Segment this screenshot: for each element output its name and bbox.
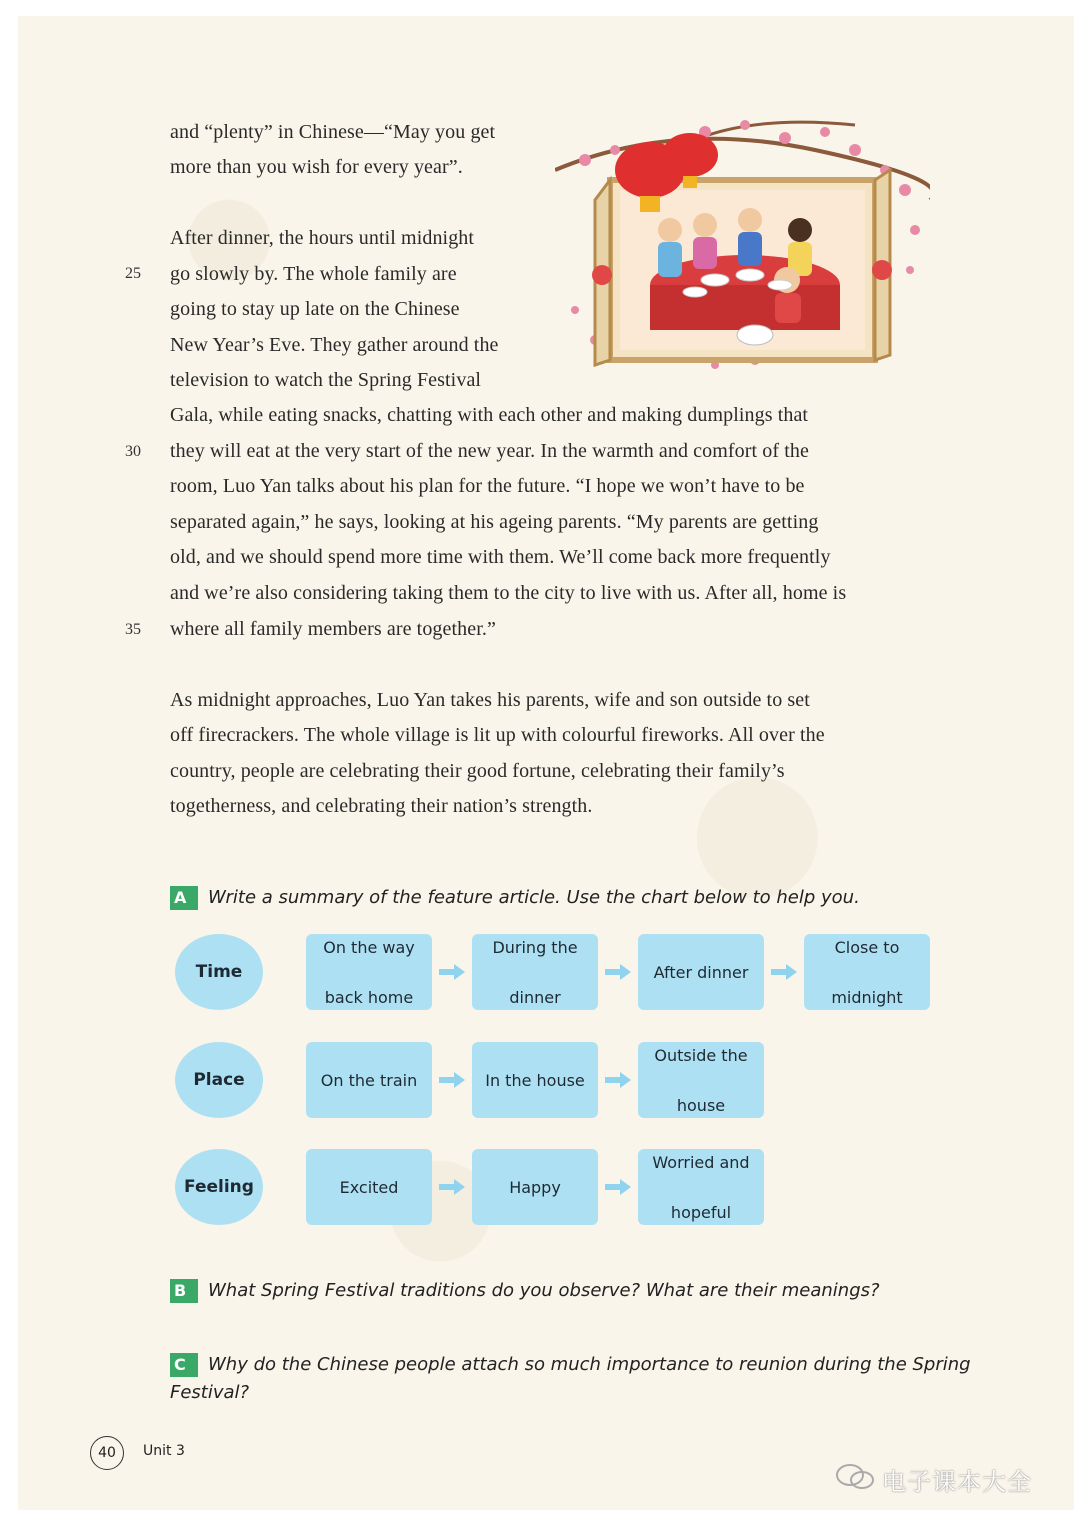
wechat-logo-icon	[835, 1462, 875, 1492]
article-line: After dinner, the hours until midnight	[170, 227, 475, 249]
article-line: off firecrackers. The whole village is lit up with colourful fireworks. All over the	[170, 724, 825, 746]
chart-box: Close to midnight	[804, 934, 930, 1010]
article-line: Gala, while eating snacks, chatting with each other and making dumplings that	[170, 404, 809, 426]
article-line: where all family members are together.”	[170, 618, 496, 640]
arrow-right-icon	[771, 964, 797, 980]
task-b	[170, 1277, 880, 1305]
article-line: they will eat at the very start of the new year. In the warmth and comfort of the	[170, 440, 809, 462]
chart-box: Worried and hopeful	[638, 1149, 764, 1225]
line-number: 30	[125, 443, 141, 460]
task-c-badge: C	[170, 1353, 198, 1377]
family-dinner-illustration	[555, 110, 930, 395]
task-c-text-cont: Festival?	[170, 1382, 250, 1403]
task-a-text: Write a summary of the feature article. Use the chart below to help you.	[208, 887, 860, 908]
chart-label-time: Time	[175, 934, 263, 1010]
arrow-right-icon	[439, 1072, 465, 1088]
article-line: and “plenty” in Chinese—“May you get	[170, 121, 496, 143]
chart-box: After dinner	[638, 934, 764, 1010]
chart-box: In the house	[472, 1042, 598, 1118]
arrow-right-icon	[439, 964, 465, 980]
task-b-text: What Spring Festival traditions do you observe? What are their meanings?	[208, 1280, 880, 1301]
article-line: television to watch the Spring Festival	[170, 369, 482, 391]
article-line: and we’re also considering taking them to the city to live with us. After all, home is	[170, 582, 847, 604]
chart-box: Excited	[306, 1149, 432, 1225]
article-line: country, people are celebrating their good fortune, celebrating their family’s	[170, 760, 785, 782]
arrow-right-icon	[605, 1072, 631, 1088]
article-line: New Year’s Eve. They gather around the	[170, 334, 499, 356]
chart-label-place: Place	[175, 1042, 263, 1118]
article-line: old, and we should spend more time with them. We’ll come back more frequently	[170, 546, 831, 568]
line-number: 25	[125, 265, 141, 282]
task-a-badge: A	[170, 886, 198, 910]
arrow-right-icon	[605, 964, 631, 980]
chart-label-feeling: Feeling	[175, 1149, 263, 1225]
chart-box: Outside the house	[638, 1042, 764, 1118]
article-line: As midnight approaches, Luo Yan takes his parents, wife and son outside to set	[170, 689, 810, 711]
line-number: 35	[125, 621, 141, 638]
chart-box: Happy	[472, 1149, 598, 1225]
unit-label: Unit 3	[143, 1443, 185, 1459]
article-line: go slowly by. The whole family are	[170, 263, 457, 285]
article-line: more than you wish for every year”.	[170, 156, 463, 178]
chart-box: On the way back home	[306, 934, 432, 1010]
article-line: going to stay up late on the Chinese	[170, 298, 460, 320]
task-c-text: Why do the Chinese people attach so much importance to reunion during the Spring	[208, 1354, 971, 1375]
article-line: separated again,” he says, looking at his ageing parents. “My parents are getting	[170, 511, 819, 533]
task-a	[170, 884, 860, 912]
chart-box: During the dinner	[472, 934, 598, 1010]
watermark: 电子课本大全	[882, 1468, 1032, 1496]
arrow-right-icon	[439, 1179, 465, 1195]
article-line: togetherness, and celebrating their nation’s strength.	[170, 795, 593, 817]
page-number: 40	[90, 1436, 124, 1470]
chart-box: On the train	[306, 1042, 432, 1118]
task-b-badge: B	[170, 1279, 198, 1303]
article-line: room, Luo Yan talks about his plan for the future. “I hope we won’t have to be	[170, 475, 805, 497]
arrow-right-icon	[605, 1179, 631, 1195]
task-c	[170, 1351, 971, 1407]
